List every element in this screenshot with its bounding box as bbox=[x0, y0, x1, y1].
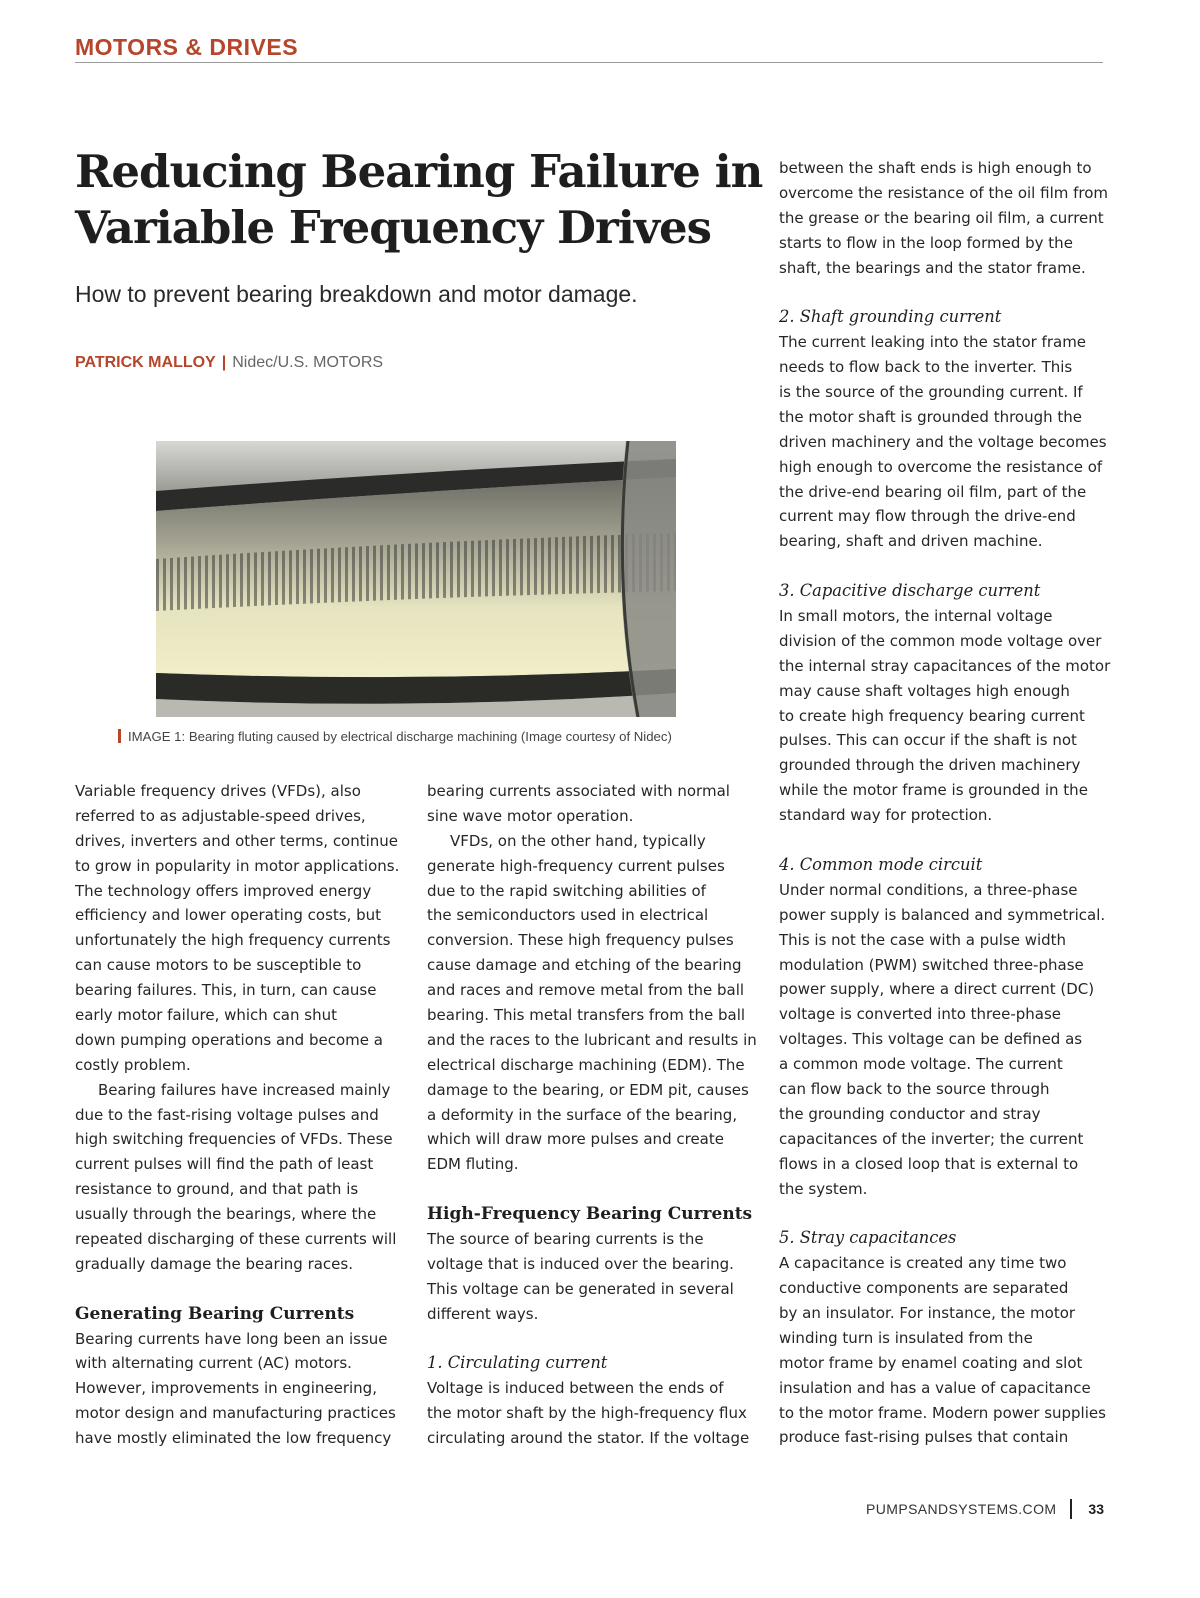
text-line: bearing failures. This, in turn, can cause bbox=[75, 981, 377, 1000]
text-line: down pumping operations and become a bbox=[75, 1030, 383, 1049]
text-line: while the motor frame is grounded in the bbox=[779, 781, 1088, 800]
paragraph bbox=[779, 1251, 1109, 1450]
text-line: EDM fluting. bbox=[427, 1155, 519, 1174]
paragraph bbox=[427, 1376, 757, 1451]
paragraph bbox=[427, 779, 757, 829]
text-line: due to the fast-rising voltage pulses and bbox=[75, 1105, 379, 1124]
text-line: winding turn is insulated from the bbox=[779, 1328, 1033, 1347]
byline bbox=[75, 354, 383, 372]
text-line: have mostly eliminated the low frequency bbox=[75, 1429, 392, 1448]
text-line: due to the rapid switching abilities of bbox=[427, 881, 706, 900]
text-line: The source of bearing currents is the bbox=[427, 1230, 704, 1249]
text-line: with alternating current (AC) motors. bbox=[75, 1354, 352, 1373]
text-line: damage to the bearing, or EDM pit, causes bbox=[427, 1080, 749, 1099]
text-line: starts to flow in the loop formed by the bbox=[779, 233, 1073, 252]
text-line: bearing, shaft and driven machine. bbox=[779, 532, 1043, 551]
text-line: bearing currents associated with normal bbox=[427, 782, 730, 800]
text-line: the semiconductors used in electrical bbox=[427, 906, 709, 925]
text-line: flows in a closed loop that is external to bbox=[779, 1154, 1079, 1173]
text-line: generate high-frequency current pulses bbox=[427, 856, 725, 875]
text-line: power supply, where a direct current (DC) bbox=[779, 980, 1095, 999]
text-line: standard way for protection. bbox=[779, 806, 993, 825]
text-line: The current leaking into the stator frame bbox=[779, 333, 1087, 352]
text-line: division of the common mode voltage over bbox=[779, 631, 1102, 650]
text-line: costly problem. bbox=[75, 1055, 191, 1074]
subheading: 3. Capacitive discharge current bbox=[779, 581, 1041, 601]
text-line: is the source of the grounding current. If bbox=[779, 383, 1083, 402]
body-column-2 bbox=[427, 779, 757, 1451]
body-column-1 bbox=[75, 779, 405, 1451]
text-line: can flow back to the source through bbox=[779, 1079, 1050, 1098]
section-heading: Generating Bearing Currents bbox=[75, 1303, 355, 1324]
text-line: However, improvements in engineering, bbox=[75, 1379, 377, 1398]
paragraph bbox=[779, 878, 1109, 1202]
text-line: grounded through the driven machinery bbox=[779, 756, 1081, 775]
text-line: the internal stray capacitances of the motor bbox=[779, 656, 1111, 675]
text-line: drives, inverters and other terms, continue bbox=[75, 831, 399, 850]
author-name: PATRICK MALLOY bbox=[75, 354, 216, 371]
text-line: which will draw more pulses and create bbox=[427, 1130, 724, 1149]
paragraph bbox=[779, 156, 1109, 280]
subheading: 1. Circulating current bbox=[427, 1353, 608, 1373]
subheading: 4. Common mode circuit bbox=[779, 854, 983, 874]
text-line: a common mode voltage. The current bbox=[779, 1055, 1063, 1074]
text-line: current pulses will find the path of least bbox=[75, 1155, 374, 1174]
text-line: A capacitance is created any time two bbox=[779, 1254, 1067, 1273]
text-line: Bearing currents have long been an issue bbox=[75, 1329, 388, 1348]
text-line: unfortunately the high frequency currents bbox=[75, 931, 391, 950]
text-line: may cause shaft voltages high enough bbox=[779, 681, 1070, 700]
text-line: a deformity in the surface of the bearing, bbox=[427, 1105, 738, 1124]
bearing-fluting-photo bbox=[156, 441, 676, 717]
author-organization: Nidec/U.S. MOTORS bbox=[232, 354, 384, 371]
page-footer bbox=[866, 1499, 1104, 1519]
text-line: capacitances of the inverter; the current bbox=[779, 1129, 1084, 1148]
text-line: Variable frequency drives (VFDs), also bbox=[75, 782, 361, 800]
text-line: voltage is converted into three-phase bbox=[779, 1005, 1062, 1024]
paragraph bbox=[779, 330, 1109, 554]
text-line: can cause motors to be susceptible to bbox=[75, 956, 362, 975]
paragraph bbox=[779, 604, 1109, 828]
text-line: usually through the bearings, where the bbox=[75, 1205, 377, 1224]
page-number: 33 bbox=[1088, 1501, 1104, 1517]
text-line: resistance to ground, and that path is bbox=[75, 1180, 359, 1199]
paragraph bbox=[427, 829, 757, 1177]
text-line: pulses. This can occur if the shaft is not bbox=[779, 731, 1077, 750]
image-caption bbox=[118, 729, 672, 744]
section-heading: High-Frequency Bearing Currents bbox=[427, 1204, 753, 1225]
text-line: and the races to the lubricant and results in bbox=[427, 1030, 757, 1049]
text-line: conductive components are separated bbox=[779, 1279, 1069, 1298]
text-line: the grease or the bearing oil film, a current bbox=[779, 208, 1104, 227]
text-line: referred to as adjustable-speed drives, bbox=[75, 806, 366, 825]
text-line: voltages. This voltage can be defined as bbox=[779, 1030, 1083, 1049]
text-line: motor design and manufacturing practices bbox=[75, 1404, 396, 1423]
text-line: This voltage can be generated in several bbox=[427, 1279, 734, 1298]
text-line: the motor shaft by the high-frequency flux bbox=[427, 1404, 747, 1423]
article-headline bbox=[75, 144, 763, 256]
text-line: high enough to overcome the resistance of bbox=[779, 457, 1103, 476]
paragraph bbox=[75, 1327, 405, 1451]
text-line: cause damage and etching of the bearing bbox=[427, 956, 742, 975]
text-line: to create high frequency bearing current bbox=[779, 706, 1085, 725]
text-line: modulation (PWM) switched three-phase bbox=[779, 955, 1084, 974]
text-line: the motor shaft is grounded through the bbox=[779, 407, 1083, 426]
section-label: MOTORS & DRIVES bbox=[75, 34, 299, 60]
text-line: the drive-end bearing oil film, part of the bbox=[779, 482, 1087, 501]
paragraph bbox=[427, 1227, 757, 1327]
body-column-3 bbox=[779, 156, 1109, 1450]
text-line: VFDs, on the other hand, typically bbox=[450, 831, 706, 850]
text-line: overcome the resistance of the oil film from bbox=[779, 183, 1109, 202]
text-line: motor frame by enamel coating and slot bbox=[779, 1353, 1083, 1372]
text-line: sine wave motor operation. bbox=[427, 806, 634, 825]
text-line: driven machinery and the voltage becomes bbox=[779, 432, 1107, 451]
paragraph bbox=[75, 1078, 405, 1277]
text-line: between the shaft ends is high enough to bbox=[779, 159, 1092, 177]
bearing-race-illustration bbox=[156, 441, 676, 717]
text-line: current may flow through the drive-end bbox=[779, 507, 1076, 526]
text-line: voltage that is induced over the bearing. bbox=[427, 1254, 734, 1273]
text-line: conversion. These high frequency pulses bbox=[427, 931, 734, 950]
byline-separator: | bbox=[221, 354, 227, 371]
headline-line: Variable Frequency Drives bbox=[75, 201, 711, 254]
text-line: electrical discharge machining (EDM). The bbox=[427, 1055, 745, 1074]
text-line: power supply is balanced and symmetrical. bbox=[779, 905, 1106, 924]
text-line: to the motor frame. Modern power supplies bbox=[779, 1403, 1106, 1422]
subheading: 2. Shaft grounding current bbox=[779, 307, 1002, 327]
text-line: Under normal conditions, a three-phase bbox=[779, 880, 1078, 899]
text-line: repeated discharging of these currents will bbox=[75, 1230, 397, 1249]
text-line: different ways. bbox=[427, 1304, 539, 1323]
text-line: insulation and has a value of capacitance bbox=[779, 1378, 1091, 1397]
text-line: needs to flow back to the inverter. This bbox=[779, 358, 1073, 377]
text-line: produce fast-rising pulses that contain bbox=[779, 1428, 1069, 1447]
text-line: efficiency and lower operating costs, but bbox=[75, 906, 382, 925]
section-divider bbox=[75, 62, 1103, 63]
text-line: to grow in popularity in motor applications. bbox=[75, 856, 400, 875]
caption-text: IMAGE 1: Bearing fluting caused by electrical discharge machining (Image courtesy of Nidec) bbox=[128, 729, 672, 744]
text-line: This is not the case with a pulse width bbox=[779, 930, 1067, 949]
footer-divider bbox=[1070, 1499, 1072, 1519]
text-line: the grounding conductor and stray bbox=[779, 1104, 1041, 1123]
subheading: 5. Stray capacitances bbox=[779, 1228, 957, 1248]
text-line: gradually damage the bearing races. bbox=[75, 1254, 353, 1273]
text-line: shaft, the bearings and the stator frame. bbox=[779, 258, 1086, 277]
text-line: In small motors, the internal voltage bbox=[779, 607, 1053, 626]
footer-website: PUMPSANDSYSTEMS.COM bbox=[866, 1501, 1057, 1517]
text-line: early motor failure, which can shut bbox=[75, 1006, 337, 1025]
text-line: by an insulator. For instance, the motor bbox=[779, 1303, 1076, 1322]
text-line: high switching frequencies of VFDs. These bbox=[75, 1130, 393, 1149]
headline-line: Reducing Bearing Failure in bbox=[75, 145, 763, 198]
caption-accent-bar bbox=[118, 729, 121, 743]
article-subtitle: How to prevent bearing breakdown and motor damage. bbox=[75, 281, 638, 307]
paragraph bbox=[75, 779, 405, 1078]
text-line: The technology offers improved energy bbox=[75, 881, 372, 900]
text-line: Voltage is induced between the ends of bbox=[427, 1379, 724, 1398]
text-line: circulating around the stator. If the voltage bbox=[427, 1429, 750, 1448]
text-line: and races and remove metal from the ball bbox=[427, 981, 745, 1000]
text-line: Bearing failures have increased mainly bbox=[98, 1080, 391, 1099]
text-line: bearing. This metal transfers from the ball bbox=[427, 1006, 746, 1025]
text-line: the system. bbox=[779, 1179, 868, 1198]
